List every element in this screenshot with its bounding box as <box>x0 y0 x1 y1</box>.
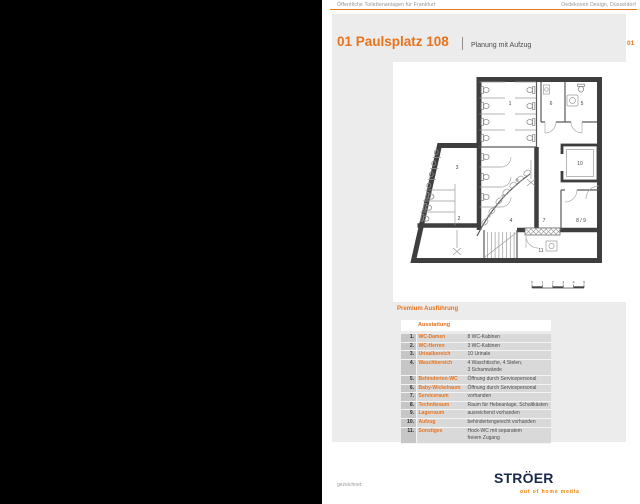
row-number: 10. <box>401 419 417 427</box>
table-row <box>401 410 551 419</box>
scale-tick-label: 5 <box>582 280 586 285</box>
floor-plan-area <box>393 62 626 302</box>
room-label: 7 <box>542 218 546 224</box>
row-number: 3. <box>401 351 417 359</box>
page-number: 01 <box>627 40 635 47</box>
row-value: Öffnung durch Servicepersonal <box>466 385 552 393</box>
scale-tick-label: 0 <box>530 280 534 285</box>
room-label: 11 <box>538 248 544 254</box>
header-orange-rule <box>330 9 637 10</box>
row-label: Technikraum <box>417 402 466 410</box>
row-label: Lagerraum <box>417 410 466 418</box>
room-label: 2 <box>457 216 461 222</box>
equipment-table <box>401 320 551 444</box>
document-page <box>322 0 640 504</box>
table-row <box>401 419 551 428</box>
stroeer-tagline: out of home media <box>520 489 580 495</box>
room-label: 1 <box>508 101 512 107</box>
table-row <box>401 343 551 352</box>
stroeer-logo: STRÖER <box>494 470 554 486</box>
row-label: WC-Herren <box>417 343 466 351</box>
scale-bar <box>531 281 585 289</box>
row-value: behindertengerecht vorhanden <box>466 419 552 427</box>
room-label: 4 <box>509 218 513 224</box>
floor-plan-drawing <box>393 62 626 302</box>
table-rows <box>401 334 551 444</box>
scale-tick-label: 3 <box>562 280 565 285</box>
row-value: vorhanden <box>466 393 552 401</box>
table-row <box>401 402 551 411</box>
header-right-credit: Oedekoven Design, Düsseldorf <box>561 2 636 8</box>
page-subtitle: Planung mit Aufzug <box>471 42 532 49</box>
row-value: ausreichend vorhanden <box>466 410 552 418</box>
page-title: 01 Paulsplatz 108 <box>337 34 449 49</box>
room-label: 3 <box>455 165 459 171</box>
table-section-title: Premium Ausführung <box>397 306 459 312</box>
room-label: 6 <box>549 101 553 107</box>
table-row <box>401 428 551 444</box>
row-number: 5. <box>401 376 417 384</box>
row-label: WC-Damen <box>417 334 466 342</box>
row-value: Raum für Hebeanlage, Schaltkästen <box>466 402 552 410</box>
table-row <box>401 376 551 385</box>
row-number: 8. <box>401 402 417 410</box>
drawn-by-label: gezeichnet: <box>337 482 363 488</box>
scale-tick-label: 1 <box>541 280 544 285</box>
scale-tick-label: 2 <box>551 280 554 285</box>
row-label: Behinderten-WC <box>417 376 466 384</box>
scale-tick-label: 4 <box>572 280 575 285</box>
room-label: 8 / 9 <box>576 218 586 224</box>
row-value: Hock-WC mit separatem freiem Zugang <box>466 428 552 443</box>
row-value: 4 Waschtische, 4 Stelen, 3 Schamwände <box>466 360 552 375</box>
row-label: Sonstiges <box>417 428 466 443</box>
row-number: 6. <box>401 385 417 393</box>
row-number: 1. <box>401 334 417 342</box>
row-value: 3 WC-Kabinen <box>466 343 552 351</box>
row-label: Baby-Wickelraum <box>417 385 466 393</box>
title-divider <box>462 37 463 50</box>
table-row <box>401 334 551 343</box>
room-label: 5 <box>580 101 584 107</box>
row-label: Aufzug <box>417 419 466 427</box>
table-header: Ausstattung <box>401 320 551 331</box>
row-label: Urinalbereich <box>417 351 466 359</box>
row-number: 9. <box>401 410 417 418</box>
header-left-text: Öffentliche Toilettenanlagen für Frankfurt <box>337 2 436 8</box>
room-label: 10 <box>577 161 583 167</box>
row-value: 10 Urinale <box>466 351 552 359</box>
table-row <box>401 385 551 394</box>
scale-labels <box>531 281 585 285</box>
row-value: 8 WC-Kabinen <box>466 334 552 342</box>
row-number: 7. <box>401 393 417 401</box>
table-row <box>401 393 551 402</box>
row-label: Serviceraum <box>417 393 466 401</box>
grate-strip <box>525 228 560 235</box>
row-number: 2. <box>401 343 417 351</box>
row-label: Waschbereich <box>417 360 466 375</box>
row-value: Öffnung durch Servicepersonal <box>466 376 552 384</box>
table-row <box>401 360 551 376</box>
row-number: 4. <box>401 360 417 375</box>
table-row <box>401 351 551 360</box>
row-number: 11. <box>401 428 417 443</box>
